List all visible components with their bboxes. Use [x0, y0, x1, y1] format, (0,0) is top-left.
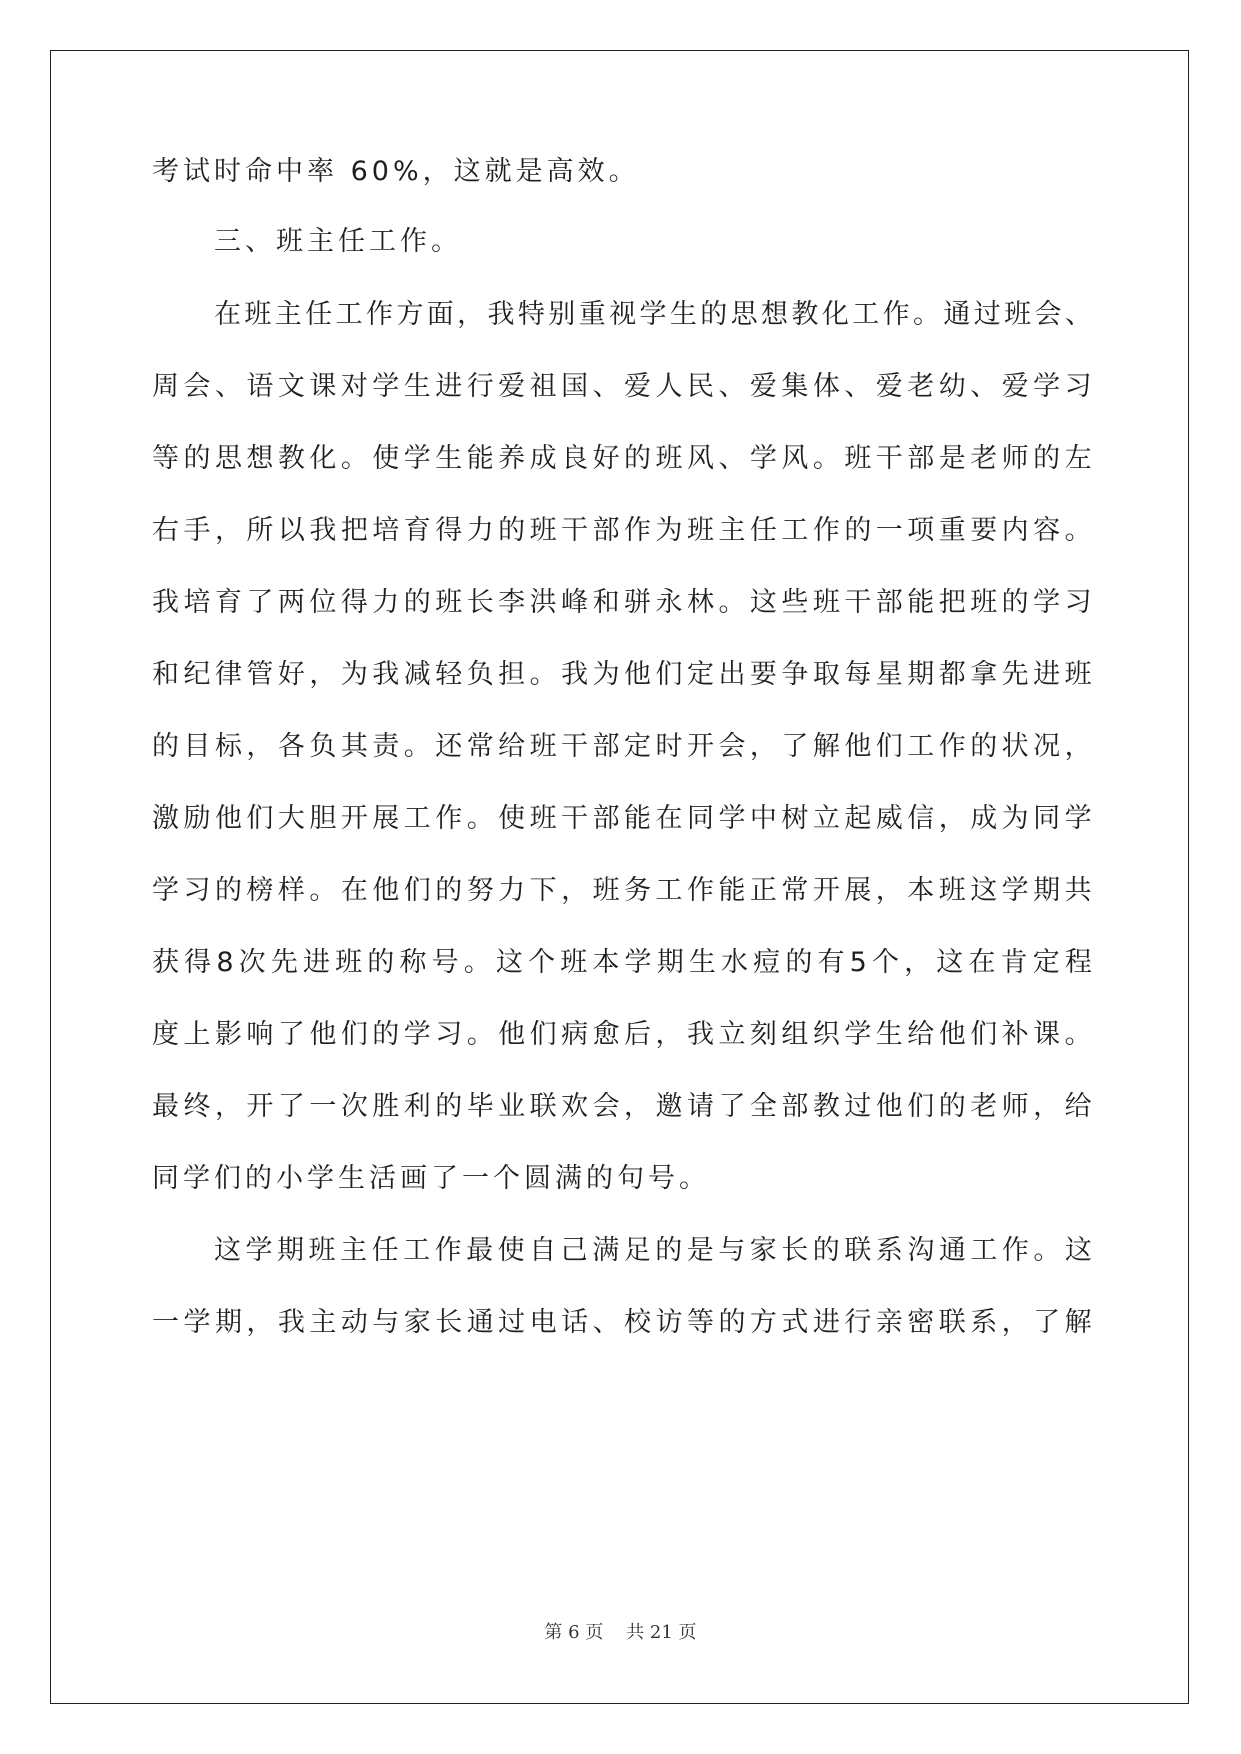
text-line: 和 纪 律 管 好 ， 为 我 减 轻 负 担 。 我 为 他 们 定 出 要 争 取 每 星 期 都 拿 先 进 班 [152, 659, 1092, 690]
page-number: 第 6 页 共 21 页 [544, 1622, 697, 1643]
text-line: 我 培 育 了 两 位 得 力 的 班 长 李 洪 峰 和 骈 永 林 。 这 些 班 干 部 能 把 班 的 学 习 [152, 587, 1092, 618]
text-line: 学 习 的 榜 样 。 在 他 们 的 努 力 下 ， 班 务 工 作 能 正 常 开 展 ， 本 班 这 学 期 共 [152, 875, 1092, 906]
text-line: 同学们的小学生活画了一个圆满的句号。 [152, 1163, 710, 1194]
text-line: 激 励 他 们 大 胆 开 展 工 作 。 使 班 干 部 能 在 同 学 中 树 立 起 威 信 ， 成 为 同 学 [152, 803, 1092, 834]
text-line: 在 班 主 任 工 作 方 面 ， 我 特 别 重 视 学 生 的 思 想 教 化 工 作 。 通 过 班 会 、 [214, 299, 1092, 330]
text-line: 的 目 标 ， 各 负 其 责 。 还 常 给 班 干 部 定 时 开 会 ， 了 解 他 们 工 作 的 状 况 ， [152, 731, 1092, 762]
text-line: 周 会 、 语 文 课 对 学 生 进 行 爱 祖 国 、 爱 人 民 、 爱 集 体 、 爱 老 幼 、 爱 学 习 [152, 371, 1092, 402]
text-line: 这 学 期 班 主 任 工 作 最 使 自 己 满 足 的 是 与 家 长 的 联 系 沟 通 工 作 。 这 [214, 1235, 1092, 1266]
text-line: 获 得 8 次 先 进 班 的 称 号 。 这 个 班 本 学 期 生 水 痘 的 有 5 个 ， 这 在 肯 定 程 [152, 947, 1092, 978]
text-line: 等 的 思 想 教 化 。 使 学 生 能 养 成 良 好 的 班 风 、 学 风 。 班 干 部 是 老 师 的 左 [152, 443, 1092, 474]
text-line: 右 手 ， 所 以 我 把 培 育 得 力 的 班 干 部 作 为 班 主 任 工 作 的 一 项 重 要 内 容 。 [152, 515, 1092, 546]
text-line: 一 学 期 ， 我 主 动 与 家 长 通 过 电 话 、 校 访 等 的 方 式 进 行 亲 密 联 系 ， 了 解 [152, 1307, 1092, 1338]
section-heading: 三、班主任工作。 [214, 226, 462, 257]
text-line: 度 上 影 响 了 他 们 的 学 习 。 他 们 病 愈 后 ， 我 立 刻 组 织 学 生 给 他 们 补 课 。 [152, 1019, 1092, 1050]
text-line: 最 终 ， 开 了 一 次 胜 利 的 毕 业 联 欢 会 ， 邀 请 了 全 部 教 过 他 们 的 老 师 ， 给 [152, 1091, 1092, 1122]
text-line: 考试时命中率 60%，这就是高效。 [152, 156, 640, 187]
